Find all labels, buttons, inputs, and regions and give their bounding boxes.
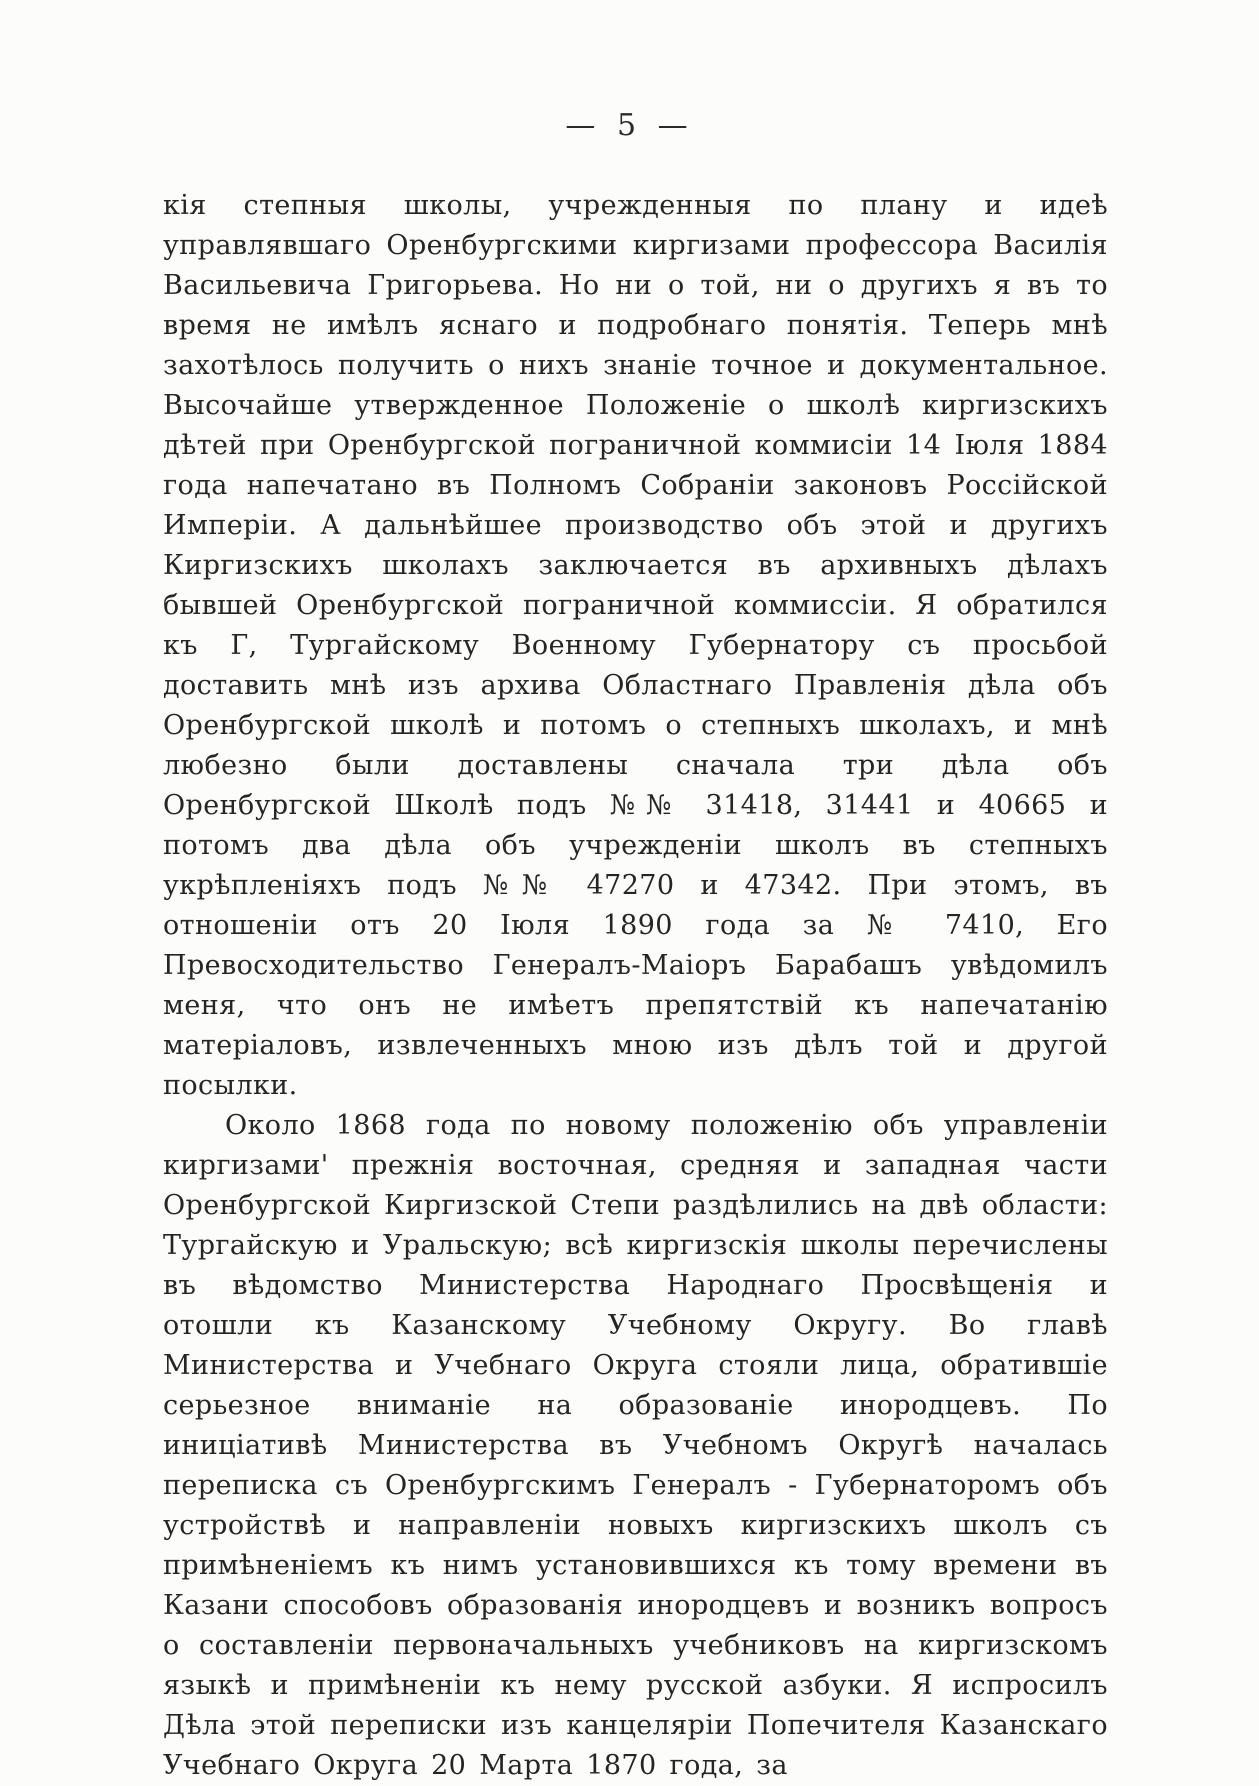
page-number: — 5 — — [565, 108, 694, 143]
page-text-block — [163, 186, 1108, 1786]
paragraph: кія степныя школы, учрежденныя по плану и идеѣ управлявшаго Оренбургскими киргизами профессора Василія Васильевича Григорьева. Но ни о той, ни о другихъ я въ то время не имѣлъ яснаго и подробнаго понятія. Теперь мнѣ захотѣлось получить о нихъ знаніе точное и документальное. Высочайше утвержденное Положеніе о школѣ киргизскихъ дѣтей при Оренбургской пограничной коммисіи 14 Іюля 1884 года напечатано въ Полномъ Собраніи законовъ Россійской Имперіи. А дальнѣйшее производство объ этой и другихъ Киргизскихъ школахъ заключается въ архивныхъ дѣлахъ бывшей Оренбургской пограничной коммиссіи. Я обратился къ Г, Тургайскому Военному Губернатору съ просьбой доставить мнѣ изъ архива Областнаго Правленія дѣла объ Оренбургской школѣ и потомъ о степныхъ школахъ, и мнѣ любезно были доставлены сначала три дѣла объ Оренбургской Школѣ подъ №№ 31418, 31441 и 40665 и потомъ два дѣла объ учрежденіи школъ въ степныхъ укрѣпленіяхъ подъ №№ 47270 и 47342. При этомъ, въ отношеніи отъ 20 Іюля 1890 года за № 7410, Его Превосходительство Генералъ-Маіоръ Барабашъ увѣдомилъ меня, что онъ не имѣетъ препятствій къ напечатанію матеріаловъ, извлеченныхъ мною изъ дѣлъ той и другой посылки. — [163, 190, 1108, 1101]
paragraph: Около 1868 года по новому положенію объ управленіи киргизами' прежнія восточная, средняя и западная части Оренбургской Киргизской Степи раздѣлились на двѣ области: Тургайскую и Уральскую; всѣ киргизскія школы перечислены въ вѣдомство Министерства Народнаго Просвѣщенія и отошли къ Казанскому Учебному Округу. Во главѣ Министерства и Учебнаго Округа стояли лица, обратившіе серьезное вниманіе на образованіе инородцевъ. По иниціативѣ Министерства въ Учебномъ Округѣ началась переписка съ Оренбургскимъ Генералъ - Губернаторомъ объ устройствѣ и направленіи новыхъ киргизскихъ школъ съ примѣненіемъ къ нимъ установившихся къ тому времени въ Казани способовъ образованія инородцевъ и возникъ вопросъ о составленіи первоначальныхъ учебниковъ на киргизскомъ языкѣ и примѣненіи къ нему русской азбуки. Я испросилъ Дѣла этой переписки изъ канцеляріи Попечителя Казанскаго Учебнаго Округа 20 Марта 1870 года, за — [163, 1110, 1108, 1781]
